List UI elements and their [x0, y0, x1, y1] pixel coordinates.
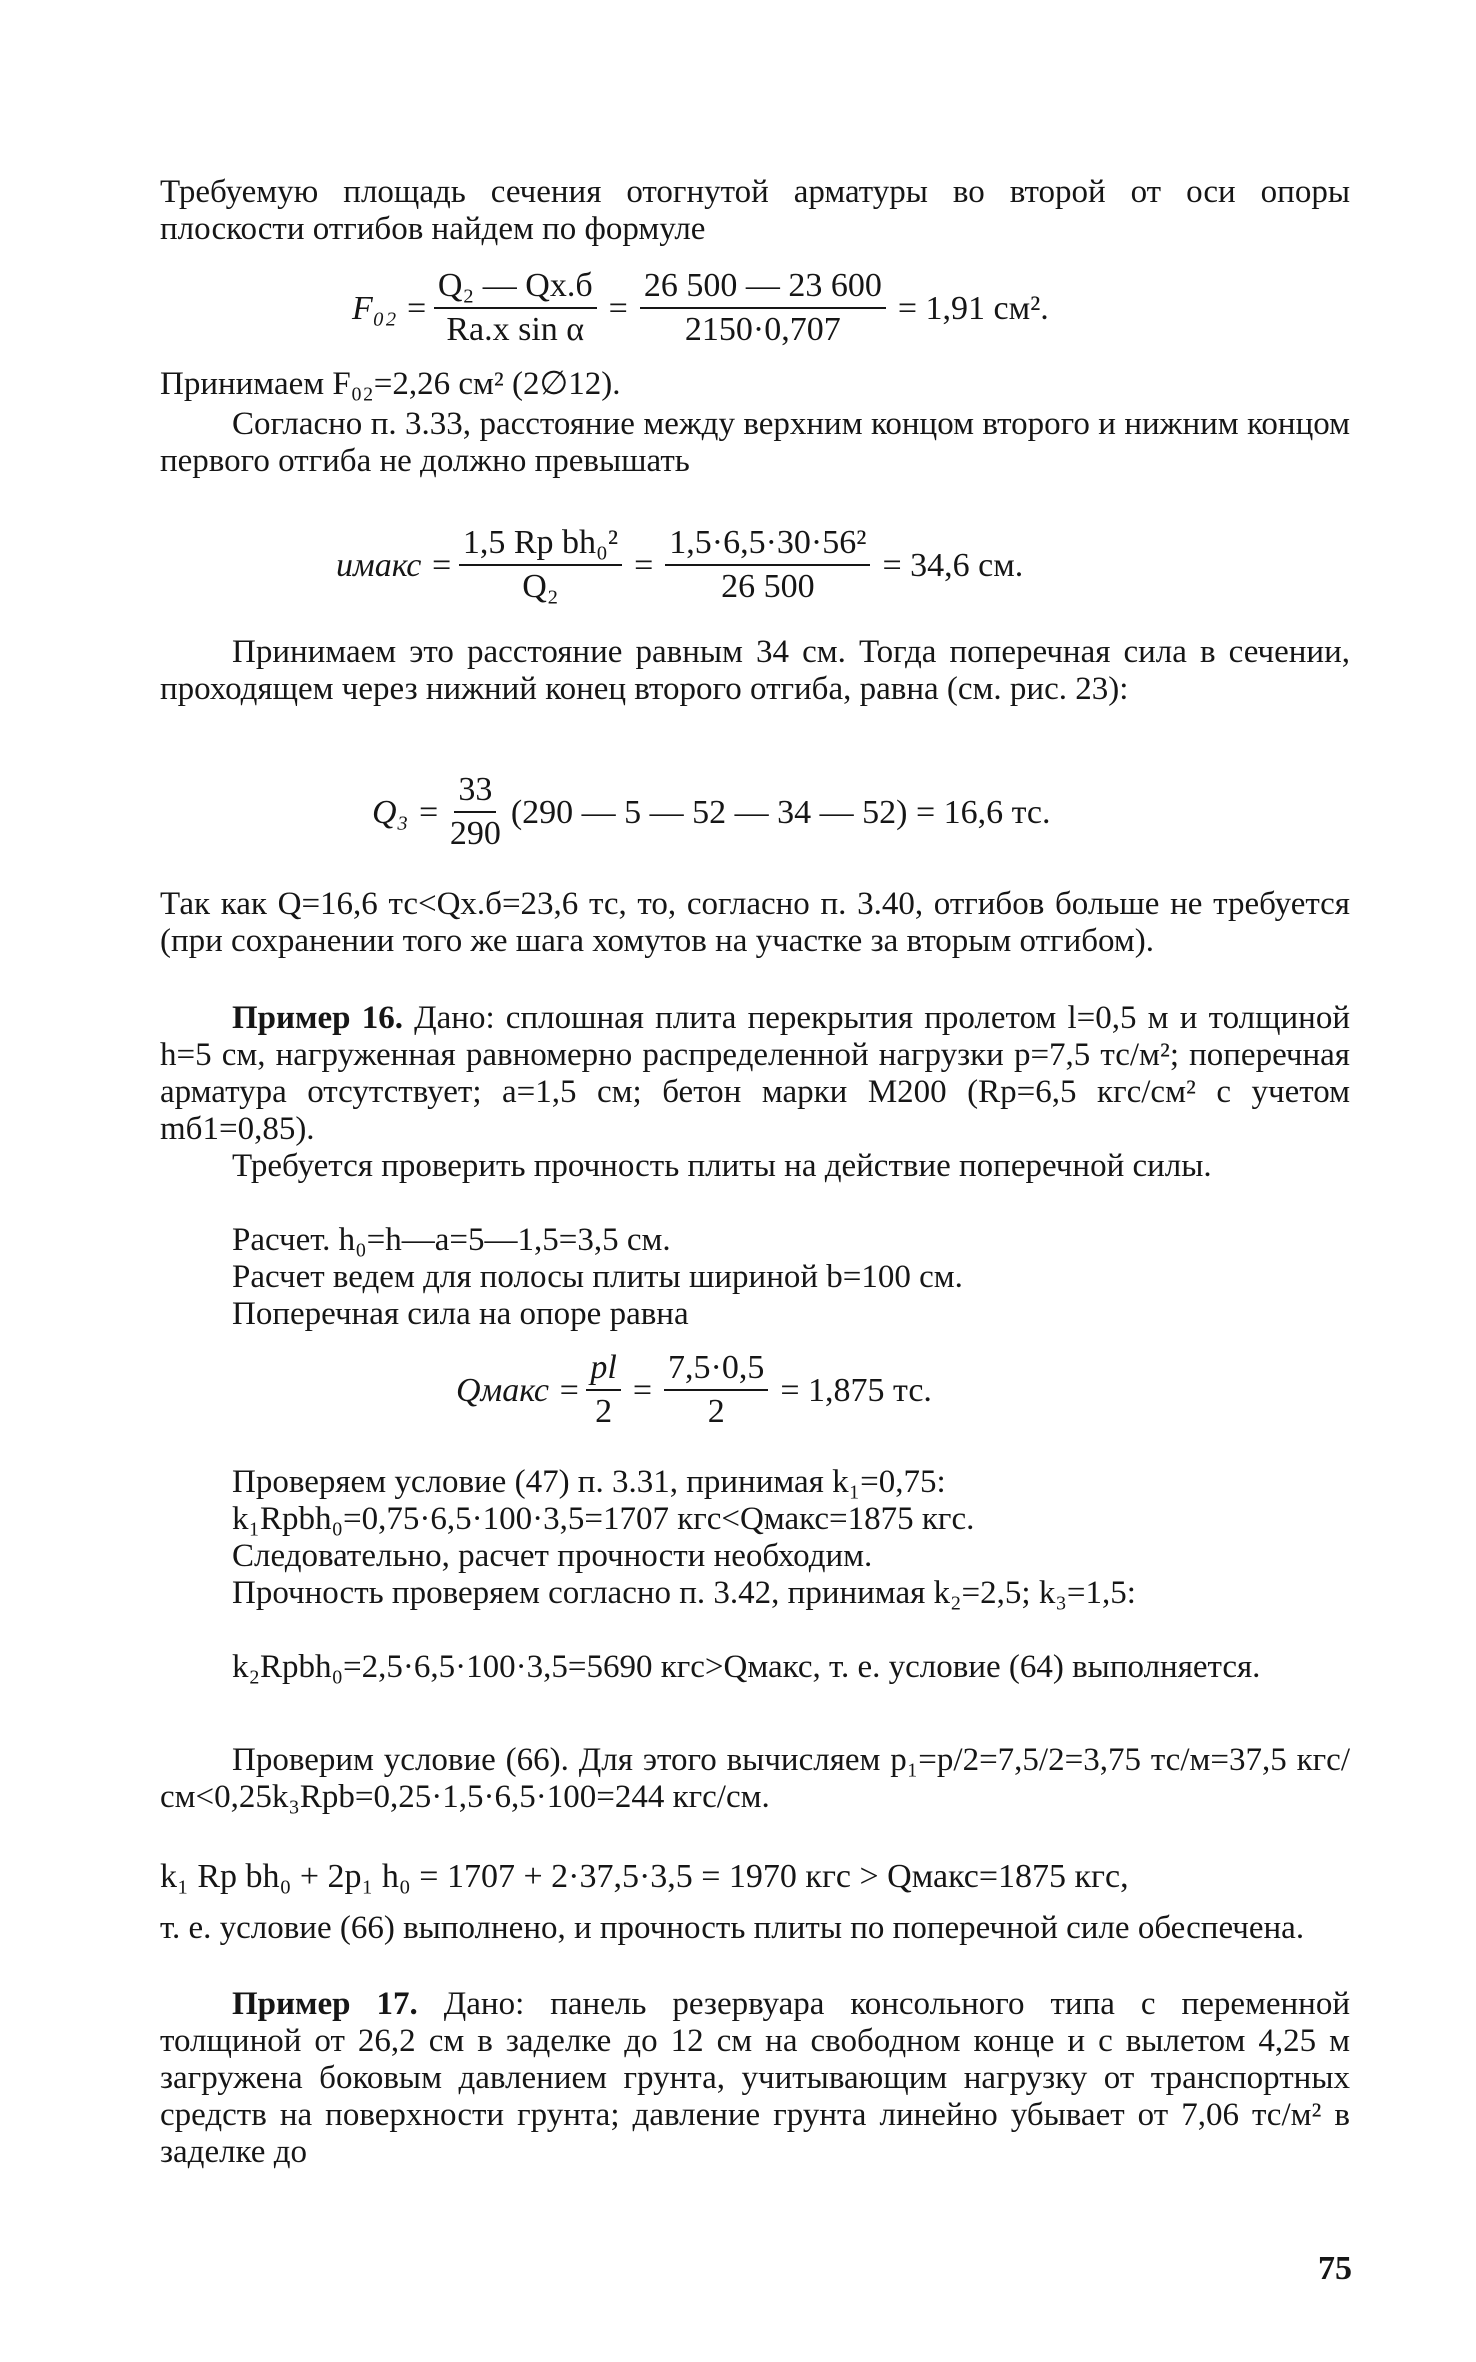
paragraph-11: [160, 1464, 1350, 1501]
text-p19: Дано: панель резервуара консольного типа с переменной толщиной от 26,2 см в заделке до 12 см на свободном конце и с вылетом 4,25 м загружена боковым давлением грунта, учитывающим нагрузку от транспортных средств на поверхности грунта; давление грунта линейно убывает от 7,06 тс/м² в заделке до: [160, 1986, 1350, 2170]
numerator: 7,5·0,5: [664, 1349, 768, 1391]
numerator: Q₂ — Qх.б: [434, 267, 597, 309]
formula-result: = 1,91 см².: [897, 289, 1049, 327]
text-p5: Так как Q=16,6 тс<Qх.б=23,6 тс, то, согласно п. 3.40, отгибов больше не требуется (при сохранении того же шага хомутов на участке за вторым отгибом).: [160, 886, 1350, 959]
text-p2: Принимаем F₀₂=2,26 см² (2∅12).: [160, 366, 621, 402]
paragraph-15: [160, 1649, 1350, 1686]
text-p10: Поперечная сила на опоре равна: [232, 1296, 689, 1332]
paragraph-7: [160, 1148, 1350, 1185]
formula-lhs: Qмакс =: [456, 1371, 581, 1409]
formula-result: = 34,6 см.: [882, 546, 1024, 584]
text-p6: Дано: сплошная плита перекрытия пролетом l=0,5 м и толщиной h=5 см, нагруженная равномерно распределенной нагрузки p=7,5 тс/м²; поперечная арматура отсутствует; a=1,5 см; бетон марки M200 (Rр=6,5 кгс/см² с учетом mб1=0,85).: [160, 1000, 1350, 1147]
denominator: 290: [449, 815, 501, 852]
example-label: Пример 16.: [232, 1000, 403, 1036]
equals-sign: =: [634, 546, 654, 584]
paragraph-17: [160, 1858, 1350, 1895]
paragraph-12: [160, 1501, 1350, 1538]
denominator: 2: [595, 1393, 613, 1430]
equals-sign: =: [608, 289, 628, 327]
paragraph-10: [160, 1296, 1350, 1333]
text-p14: Прочность проверяем согласно п. 3.42, принимая k₂=2,5; k₃=1,5:: [232, 1575, 1136, 1611]
text-p13: Следовательно, расчет прочности необходим.: [232, 1538, 873, 1574]
formula-lhs: F₀₂ =: [352, 289, 428, 327]
denominator: Rа.х sin α: [446, 311, 585, 348]
fraction: [640, 267, 886, 349]
numerator: 33: [454, 771, 496, 813]
text-p4: Принимаем это расстояние равным 34 см. Тогда поперечная сила в сечении, проходящем через нижний конец второго отгиба, равна (см. рис. 23):: [160, 634, 1350, 707]
text-p9: Расчет ведем для полосы плиты шириной b=100 см.: [232, 1259, 963, 1295]
text-p3: Согласно п. 3.33, расстояние между верхним концом второго и нижним концом первого отгиба не должно превышать: [160, 406, 1350, 479]
numerator: 1,5·6,5·30·56²: [665, 524, 870, 566]
formula-lhs: Q₃ =: [372, 793, 440, 831]
example-label: Пример 17.: [232, 1986, 418, 2022]
text-p17: k₁ Rр bh₀ + 2p₁ h₀ = 1707 + 2·37,5·3,5 = 1970 кгс > Qмакс=1875 кгс,: [160, 1858, 1129, 1895]
formula-result: = 1,875 тс.: [780, 1371, 932, 1409]
denominator: 26 500: [721, 568, 815, 605]
paragraph-1: [160, 174, 1350, 248]
text-p15: k₂Rрbh₀=2,5·6,5·100·3,5=5690 кгс>Qмакс, т. е. условие (64) выполняется.: [232, 1649, 1261, 1685]
numerator: 1,5 Rр bh₀²: [459, 524, 622, 566]
text-p1: Требуемую площадь сечения отогнутой арматуры во второй от оси опоры плоскости отгибов найдем по формуле: [160, 174, 1350, 247]
formula-lhs: uмакс =: [336, 546, 453, 584]
paragraph-8: [160, 1222, 1350, 1259]
paragraph-19: [160, 1986, 1350, 2171]
numerator: 26 500 — 23 600: [640, 267, 886, 309]
text-p7: Требуется проверить прочность плиты на действие поперечной силы.: [232, 1148, 1212, 1184]
formula-q3: [160, 762, 1350, 862]
paragraph-16: [160, 1742, 1350, 1816]
paragraph-18: [160, 1910, 1350, 1947]
fraction: [665, 524, 870, 606]
paragraph-6: [160, 1000, 1350, 1148]
fraction: [434, 267, 597, 349]
paragraph-5: [160, 886, 1350, 960]
paragraph-9: [160, 1259, 1350, 1296]
paragraph-13: [160, 1538, 1350, 1575]
paragraph-2: [160, 366, 1350, 403]
paragraph-14: [160, 1575, 1350, 1612]
text-p18: т. е. условие (66) выполнено, и прочность плиты по поперечной силе обеспечена.: [160, 1910, 1305, 1946]
formula-f02: [160, 258, 1350, 358]
equals-sign: =: [632, 1371, 653, 1409]
denominator: 2150·0,707: [684, 311, 841, 348]
text-p11: Проверяем условие (47) п. 3.31, принимая k₁=0,75:: [232, 1464, 946, 1500]
fraction: [664, 1349, 768, 1431]
paragraph-3: [160, 406, 1350, 480]
formula-result: (290 — 5 — 52 — 34 — 52) = 16,6 тс.: [510, 793, 1051, 831]
text-p8: Расчет. h₀=h—a=5—1,5=3,5 см.: [232, 1222, 671, 1258]
text-p12: k₁Rрbh₀=0,75·6,5·100·3,5=1707 кгс<Qмакс=1875 кгс.: [232, 1501, 975, 1537]
fraction: [586, 1349, 620, 1431]
formula-qmax: [160, 1340, 1350, 1440]
paragraph-4: [160, 634, 1350, 708]
numerator: pl: [586, 1349, 620, 1391]
text-p16: Проверим условие (66). Для этого вычисляем p₁=p/2=7,5/2=3,75 тс/м=37,5 кгс/см<0,25k₃Rрb=0,25·1,5·6,5·100=244 кгс/см.: [160, 1742, 1350, 1815]
page-number: 75: [1318, 2250, 1352, 2287]
denominator: Q₂: [522, 568, 559, 605]
fraction: [459, 524, 622, 606]
fraction: [446, 771, 505, 853]
formula-umax: [160, 510, 1350, 620]
denominator: 2: [707, 1393, 725, 1430]
